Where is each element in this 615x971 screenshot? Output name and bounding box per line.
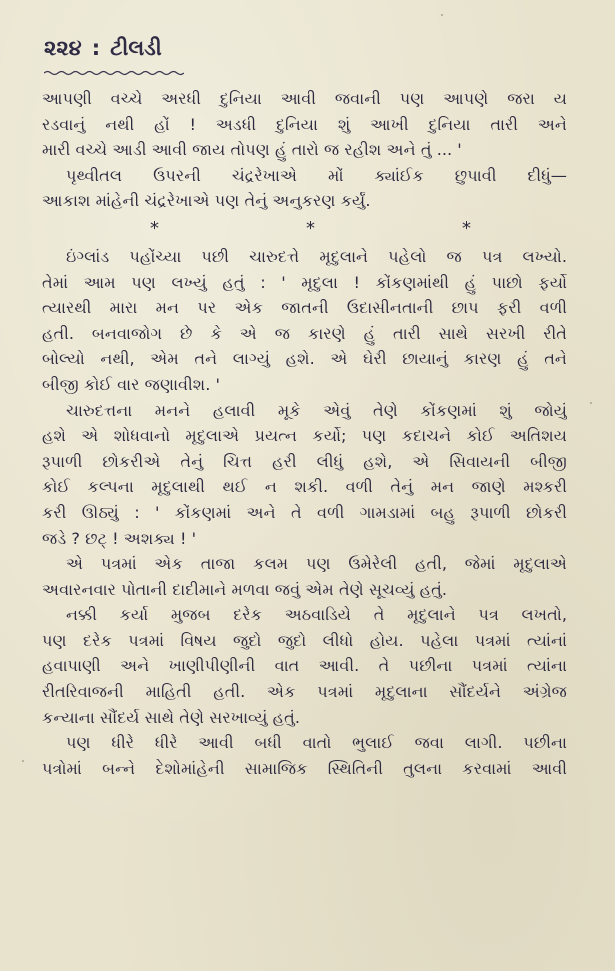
text-line: પૃથ્વીતલ ઉપરની ચંદ્રરેખાએ મોં ક્યાંઈક છુપાવી દીધું— [66,165,567,185]
text-line: તેમાં આમ પણ લખ્યું હતું : ' મૃદુલા ! કોંકણમાંથી હું પાછો ફર્યો [42,272,567,292]
paper-speck [22,760,24,762]
paragraph [42,86,567,163]
running-header [44,36,162,61]
text-line: ચારુદત્તના મનને હલાવી મૂકે એવું તેણે કોંકણમાં શું જોયું [66,400,567,420]
section-break [42,214,567,244]
text-line: મારી વચ્ચે આડી આવી જાય તોપણ હું તારો જ રહીશ અને તું ... ' [42,140,462,160]
header-separator: : [91,36,101,60]
page-number: ૨૨૪ [44,36,82,60]
text-line: પણ દરેક પત્રમાં વિષય જુદો જુદો લીધો હોય. પહેલા પત્રમાં ત્યાંનાં [42,630,567,650]
paper-speck [590,402,592,404]
text-line: આપણી વચ્ચે અરધી દુનિયા આવી જવાની પણ આપણે જરા ય [42,89,567,108]
paragraph [42,551,567,602]
text-line: હવાપાણી અને ખાણીપીણીની વાત આવી. તે પછીના પત્રમાં ત્યાંના [42,656,567,676]
text-line: ત્યારથી મારા મન પર એક જાતની ઉદાસીનતાની છાપ ફરી વળી [42,298,567,318]
text-line: ઇંગ્લાંડ પહોંચ્યા પછી ચારુદત્તે મૃદુલાને પહેલો જ પત્ર લખ્યો. [66,246,567,266]
paragraph [42,730,567,781]
paragraph [42,244,567,398]
text-line: હતી. બનવાજોગ છે કે એ જ કારણે હું તારી સાથે સરખી રીતે [42,323,567,343]
paragraph [42,398,567,552]
paragraph [42,602,567,730]
section-break-star: * [150,217,159,239]
text-line: રીતરિવાજની માહિતી હતી. એક પત્રમાં મૃદુલાના સૌંદર્યને અંગ્રેજ [42,682,567,702]
chapter-title: ટીલડી [110,36,162,60]
text-line: બીજી કોઈ વાર જણાવીશ. ' [42,374,220,394]
text-line: પત્રોમાં બન્ને દેશોમાંહેની સામાજિક સ્થિતિની તુલના કરવામાં આવી [42,758,567,778]
text-line: કોઈ કલ્પના મૃદુલાથી થઈ ન શકી. વળી તેનું મન જાણે મશ્કરી [42,477,567,497]
text-line: આકાશ માંહેની ચંદ્રરેખાએ પણ તેનું અનુકરણ કર્યું. [42,191,371,211]
section-break-star: * [306,217,315,239]
text-line: પણ ધીરે ધીરે આવી બધી વાતો ભુલાઈ જવા લાગી. પછીના [66,733,567,753]
section-break-star: * [462,217,471,239]
page-body [42,86,567,781]
text-line: નક્કી કર્યા મુજબ દરેક અઠવાડિયે તે મૃદુલાને પત્ર લખતો, [66,605,567,625]
text-line: રૂપાળી છોકરીએ તેનું ચિત્ત હરી લીધું હશે, એ સિવાયની બીજી [42,451,567,471]
text-line: એ પત્રમાં એક તાજા કલમ પણ ઉમેરેલી હતી, જેમાં મૃદુલાએ [66,554,567,574]
paper-speck [441,14,443,16]
text-line: અવારનવાર પોતાની દાદીમાને મળવા જવું એમ તેણે સૂચવ્યું હતું. [42,579,448,599]
text-line: કરી ઊઠ્યું : ' કોંકણમાં અને તે વળી ગામડામાં બહુ રૂપાળી છોકરી [42,502,567,522]
paragraph [42,163,567,214]
text-line: બોલ્યો નથી, એમ તને લાગ્યું હશે. એ ઘેરી છાયાનું કારણ હું તને [42,349,567,369]
wavy-rule-ornament [44,70,184,76]
text-line: રડવાનું નથી હોં ! અડધી દુનિયા શું આખી દુનિયા તારી અને [42,114,567,134]
text-line: કન્યાના સૌંદર્ય સાથે તેણે સરખાવ્યું હતું. [42,707,301,727]
text-line: હશે એ શોધવાનો મૃદુલાએ પ્રયત્ન કર્યો; પણ કદાચને કોઈ અતિશય [42,426,567,446]
text-line: જડે ? છટ્ ! અશક્ય ! ' [42,528,197,548]
